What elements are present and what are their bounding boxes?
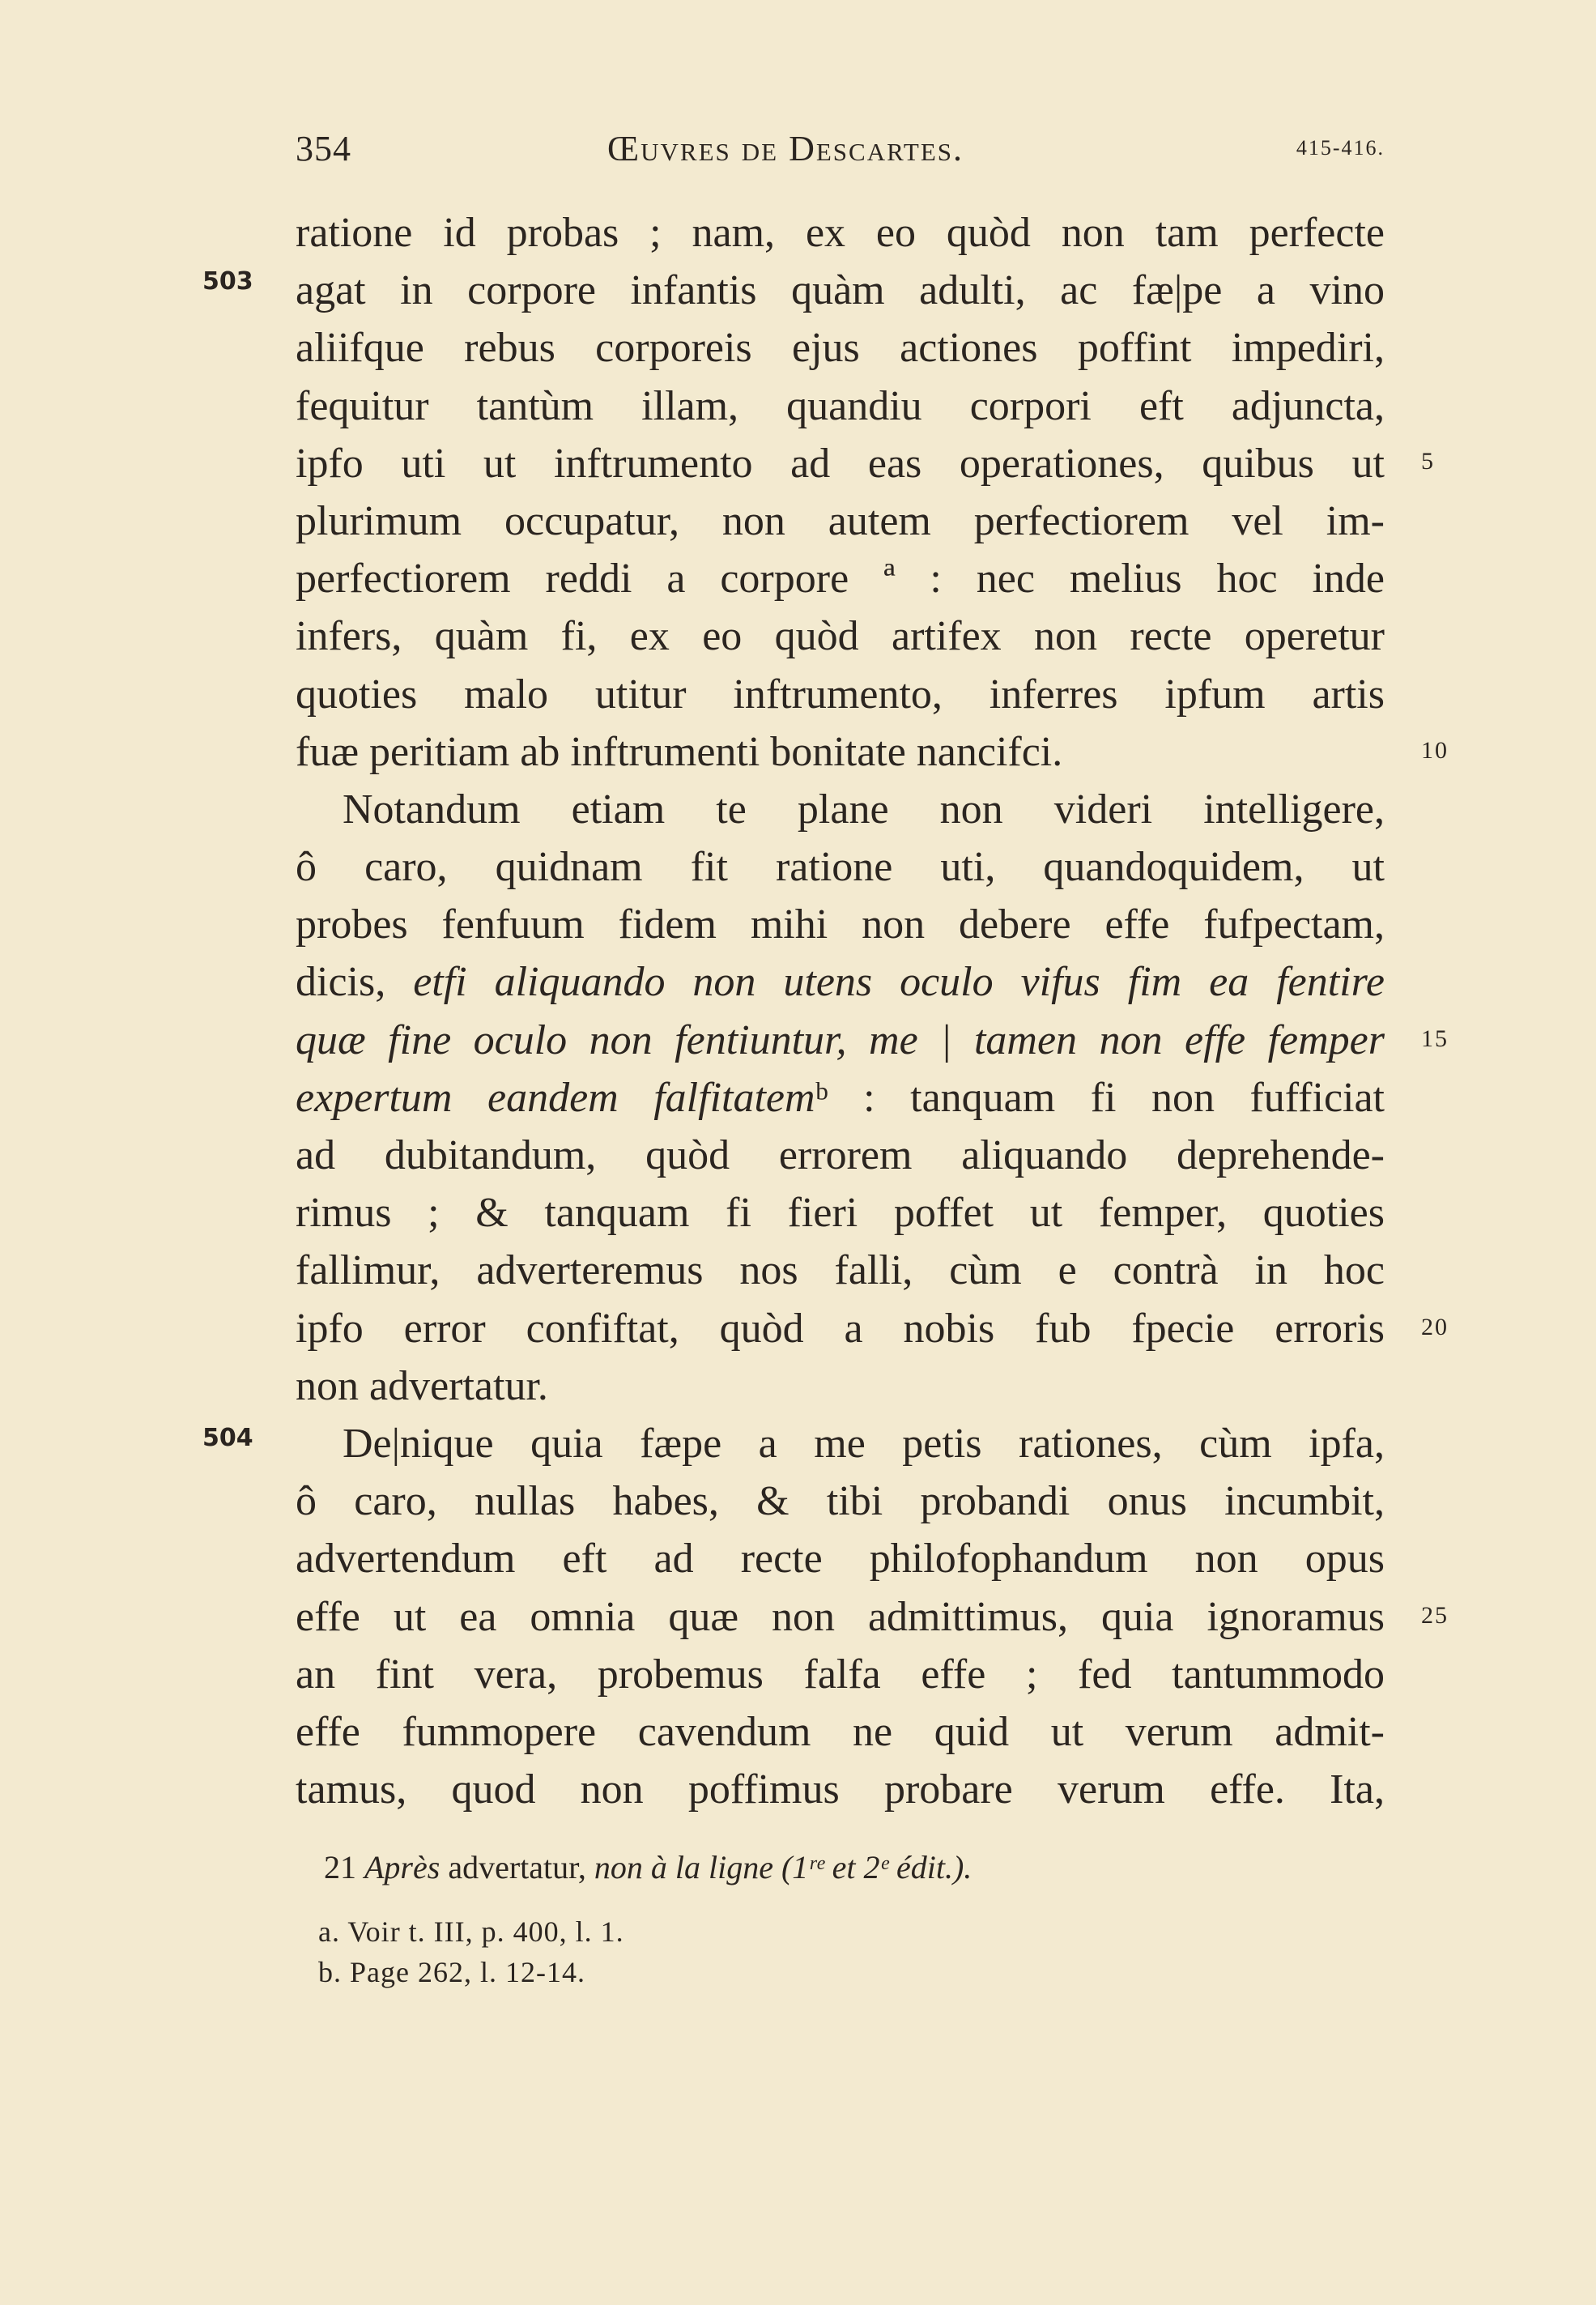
text-line: fuæ peritiam ab inftrumenti bonitate nancifci.	[296, 728, 1063, 775]
text-line: effe ut ea omnia quæ non admittimus, quia ignoramus	[296, 1593, 1385, 1640]
paragraph-start-line: Notandum etiam te plane non videri intelligere,	[343, 786, 1385, 833]
text-line: quoties malo utitur inftrumento, inferres ipfum artis	[296, 671, 1385, 718]
line-number-25: 25	[1421, 1602, 1449, 1629]
text-line: aliifque rebus corporeis ejus actiones poffint impediri,	[296, 325, 1385, 372]
text-line: effe fummopere cavendum ne quid ut verum admit-	[296, 1708, 1385, 1755]
text-line: ipfo uti ut inftrumento ad eas operationes, quibus ut	[296, 440, 1385, 487]
text-line: ô caro, quidnam fit ratione uti, quandoquidem, ut	[296, 844, 1385, 891]
text-line: ô caro, nullas habes, & tibi probandi onus incumbit,	[296, 1478, 1385, 1525]
text-line: an fint vera, probemus falfa effe ; fed tantummodo	[296, 1651, 1385, 1698]
variant-line-number: 21	[324, 1849, 356, 1885]
text-line: tamus, quod non poffimus probare verum effe. Ita,	[296, 1766, 1385, 1813]
text-line: advertendum eft ad recte philofophandum non opus	[296, 1536, 1385, 1583]
variant-apres: Après	[364, 1849, 440, 1885]
footnotes	[318, 1911, 624, 1992]
running-header	[296, 128, 1385, 177]
text-line: ipfo error confiftat, quòd a nobis fub fpecie erroris	[296, 1305, 1385, 1352]
quotation-fragment: etfi aliquando non utens oculo vifus fim ea fentire	[413, 959, 1385, 1006]
text-line: ratione id probas ; nam, ex eo quòd non tam perfecte	[296, 210, 1385, 256]
text-line: perfectiorem reddi a corpore ª : nec melius hoc inde	[296, 556, 1385, 603]
running-title: Œuvres de Descartes.	[607, 129, 964, 168]
text-fragment: ᵇ : tanquam fi non fufficiat	[815, 1074, 1385, 1121]
variant-word: advertatur,	[448, 1849, 586, 1885]
line-number-20: 20	[1421, 1314, 1449, 1340]
variant-note	[324, 1848, 972, 1886]
text-line: fequitur tantùm illam, quandiu corpori eft adjuncta,	[296, 382, 1385, 429]
text-line	[296, 953, 1385, 1011]
footnote-a: a. Voir t. III, p. 400, l. 1.	[318, 1915, 624, 1948]
text-line: fallimur, adverteremus nos falli, cùm e contrà in hoc	[296, 1247, 1385, 1294]
text-line: infers, quàm fi, ex eo quòd artifex non recte operetur	[296, 613, 1385, 660]
text-fragment: dicis,	[296, 959, 386, 1006]
text-line-quotation	[296, 1012, 1385, 1069]
text-line	[296, 1069, 1385, 1127]
quotation-fragment: quæ fine oculo non fentiuntur, me | tamen non effe femper	[296, 1016, 1385, 1063]
text-line: plurimum occupatur, non autem perfectiorem vel im-	[296, 497, 1385, 544]
text-line: non advertatur.	[296, 1362, 548, 1409]
text-line: agat in corpore infantis quàm adulti, ac fæ|pe a vino	[296, 267, 1385, 314]
text-line: probes fenfuum fidem mihi non debere effe fufpectam,	[296, 901, 1385, 948]
quotation-fragment: expertum eandem falfitatem	[296, 1074, 815, 1121]
line-number-10: 10	[1421, 737, 1449, 764]
text-line: rimus ; & tanquam fi fieri poffet ut femper, quoties	[296, 1190, 1385, 1237]
margin-page-marker-504: 504	[202, 1424, 253, 1452]
line-number-15: 15	[1421, 1025, 1449, 1052]
page-number: 354	[296, 129, 351, 168]
line-number-5: 5	[1421, 448, 1435, 475]
text-line: ad dubitandum, quòd errorem aliquando deprehende-	[296, 1132, 1385, 1178]
footnote-b: b. Page 262, l. 12-14.	[318, 1956, 585, 1988]
margin-page-marker-503: 503	[202, 267, 253, 296]
source-page-range: 415-416.	[1296, 136, 1385, 160]
paragraph-start-line: De|nique quia fæpe a me petis rationes, cùm ipfa,	[343, 1420, 1385, 1467]
main-text	[296, 204, 1385, 1818]
variant-comment: non à la ligne (1ʳᵉ et 2ᵉ édit.).	[594, 1849, 972, 1885]
